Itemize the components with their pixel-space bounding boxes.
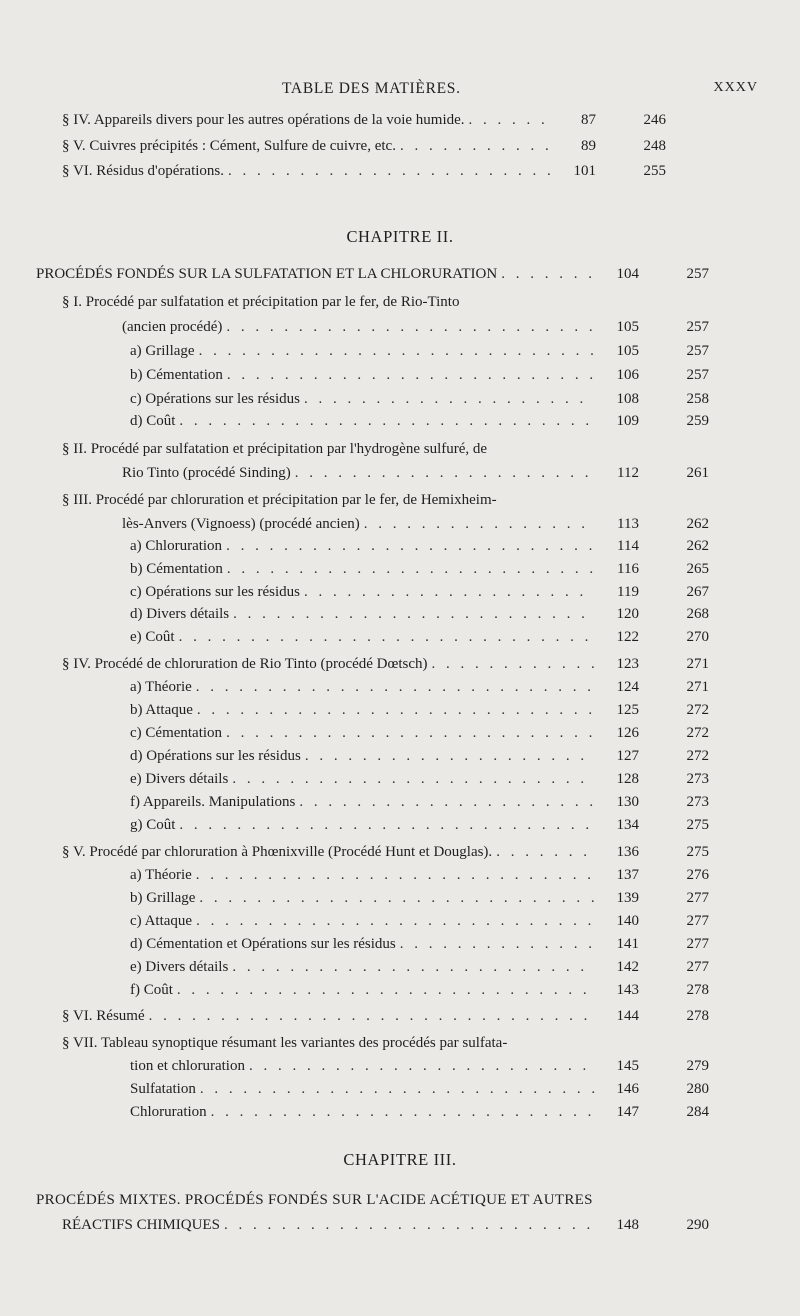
page-number: XXXV [713, 80, 758, 95]
leader-dots [227, 367, 595, 384]
toc-entry-text: (ancien procédé) [122, 319, 223, 335]
page-ref-1: 122 [616, 629, 639, 645]
toc-entry-text: d) Opérations sur les résidus [130, 748, 301, 764]
page-ref-1: 126 [616, 725, 639, 741]
toc-entry-text: e) Divers détails [130, 959, 229, 975]
toc-subentry [130, 1081, 709, 1101]
chapter-heading-entry [36, 266, 709, 286]
page-ref-1: 136 [616, 844, 639, 860]
toc-entry-text: a) Théorie [130, 867, 192, 883]
leader-dots [400, 138, 552, 155]
page-ref-1: 137 [616, 867, 639, 883]
page-ref-2: 271 [686, 679, 709, 695]
page-ref-2: 255 [643, 163, 666, 179]
leader-dots [432, 656, 596, 673]
toc-entry-text: tion et chloruration [130, 1058, 245, 1074]
page-ref-2: 273 [686, 771, 709, 787]
page-ref-1: 104 [616, 266, 639, 282]
page-ref-1: 109 [616, 413, 639, 429]
toc-entry-text: a) Chloruration [130, 538, 223, 554]
section-title-line: § II. Procédé par sulfatation et précipitation par l'hydrogène sulfuré, de [62, 441, 488, 457]
page-ref-1: 145 [616, 1058, 639, 1074]
toc-subentry [130, 1104, 709, 1124]
leader-dots [224, 1217, 595, 1234]
leader-dots [227, 561, 595, 578]
leader-dots [400, 936, 595, 953]
leader-dots [469, 112, 552, 129]
toc-entry [122, 516, 709, 536]
page-ref-1: 142 [616, 959, 639, 975]
page-ref-2: 248 [643, 138, 666, 154]
chapter-title: CHAPITRE III. [343, 1150, 457, 1169]
toc-subentry [130, 748, 709, 768]
leader-dots [501, 266, 595, 283]
page-ref-1: 108 [616, 391, 639, 407]
leader-dots [249, 1058, 595, 1075]
section-title-line: § I. Procédé par sulfatation et précipitation par le fer, de Rio-Tinto [62, 294, 460, 310]
page-ref-2: 272 [686, 702, 709, 718]
toc-entry [62, 112, 666, 132]
toc-entry-text: Sulfatation [130, 1081, 196, 1097]
leader-dots [364, 516, 595, 533]
toc-entry [62, 844, 709, 864]
leader-dots [305, 748, 595, 765]
page-ref-1: 143 [616, 982, 639, 998]
leader-dots [177, 982, 595, 999]
page-ref-1: 140 [616, 913, 639, 929]
toc-entry-text: e) Divers détails [130, 771, 229, 787]
section-title-line: § III. Procédé par chloruration et précipitation par le fer, de Hemixheim- [62, 492, 497, 508]
page-ref-1: 106 [616, 367, 639, 383]
leader-dots [226, 725, 595, 742]
page-ref-1: 101 [573, 163, 596, 179]
toc-entry-text: d) Coût [130, 413, 176, 429]
leader-dots [233, 606, 595, 623]
page-ref-2: 259 [686, 413, 709, 429]
leader-dots [232, 771, 595, 788]
toc-subentry [130, 890, 709, 910]
toc-entry-text: a) Théorie [130, 679, 192, 695]
page-ref-1: 125 [616, 702, 639, 718]
page-ref-1: 120 [616, 606, 639, 622]
page-ref-1: 124 [616, 679, 639, 695]
toc-entry-text: § IV. Appareils divers pour les autres opérations de la voie humide. [62, 112, 465, 128]
leader-dots [179, 629, 595, 646]
page-ref-2: 277 [686, 890, 709, 906]
leader-dots [228, 163, 552, 180]
toc-entry-text: c) Opérations sur les résidus [130, 584, 300, 600]
toc-subentry [130, 771, 709, 791]
leader-dots [299, 794, 595, 811]
page-ref-2: 257 [686, 343, 709, 359]
chapter-title: CHAPITRE II. [346, 227, 454, 246]
toc-entry-text: Rio Tinto (procédé Sinding) [122, 465, 291, 481]
toc-entry-text: c) Cémentation [130, 725, 223, 741]
toc-entry-text: § VI. Résumé [62, 1008, 145, 1024]
toc-subentry [130, 982, 709, 1002]
page-ref-1: 130 [616, 794, 639, 810]
leader-dots [179, 413, 595, 430]
leader-dots [226, 538, 595, 555]
page-ref-2: 267 [686, 584, 709, 600]
toc-entry-text: d) Divers détails [130, 606, 230, 622]
toc-entry-text: d) Cémentation et Opérations sur les résidus [130, 936, 396, 952]
leader-dots [199, 343, 595, 360]
toc-entry [130, 1058, 709, 1078]
toc-subentry [130, 794, 709, 814]
toc-entry [62, 163, 666, 183]
toc-subentry [130, 561, 709, 581]
page-ref-2: 257 [686, 266, 709, 282]
toc-entry-text: a) Grillage [130, 343, 195, 359]
page-ref-1: 141 [616, 936, 639, 952]
toc-entry-text: Chloruration [130, 1104, 207, 1120]
running-header-title: TABLE DES MATIÈRES. [282, 80, 461, 97]
page-ref-1: 147 [616, 1104, 639, 1120]
page-ref-2: 270 [686, 629, 709, 645]
page-ref-2: 262 [686, 516, 709, 532]
toc-entry-text: b) Cémentation [130, 367, 223, 383]
leader-dots [496, 844, 595, 861]
page-ref-2: 273 [686, 794, 709, 810]
page-ref-2: 272 [686, 725, 709, 741]
toc-entry [62, 1008, 709, 1028]
leader-dots [196, 679, 595, 696]
toc-entry-text: f) Coût [130, 982, 173, 998]
page-ref-2: 262 [686, 538, 709, 554]
page-ref-2: 275 [686, 844, 709, 860]
toc-entry-text: § V. Cuivres précipités : Cément, Sulfure de cuivre, etc. [62, 138, 396, 154]
page-ref-2: 277 [686, 913, 709, 929]
leader-dots [304, 584, 595, 601]
toc-entry [122, 319, 709, 339]
toc-subentry [130, 538, 709, 558]
leader-dots [197, 702, 595, 719]
toc-subentry [130, 629, 709, 649]
leader-dots [196, 867, 595, 884]
page-ref-2: 277 [686, 959, 709, 975]
toc-entry-text: c) Attaque [130, 913, 193, 929]
toc-entry [62, 656, 709, 676]
page-ref-1: 146 [616, 1081, 639, 1097]
page-ref-1: 113 [617, 516, 639, 532]
chapter-heading: PROCÉDÉS FONDÉS SUR LA SULFATATION ET LA CHLORURATION [36, 266, 498, 282]
page-ref-1: 134 [616, 817, 639, 833]
page-ref-2: 275 [686, 817, 709, 833]
page-ref-1: 128 [616, 771, 639, 787]
page-ref-2: 279 [686, 1058, 709, 1074]
page-ref-2: 258 [686, 391, 709, 407]
page-ref-2: 271 [686, 656, 709, 672]
leader-dots [179, 817, 595, 834]
leader-dots [149, 1008, 595, 1025]
page-ref-1: 87 [581, 112, 596, 128]
page-ref-1: 105 [616, 319, 639, 335]
toc-subentry [130, 343, 709, 363]
toc-entry-text: b) Grillage [130, 890, 196, 906]
toc-entry-text: b) Cémentation [130, 561, 223, 577]
leader-dots [226, 319, 595, 336]
page-ref-1: 127 [616, 748, 639, 764]
page-ref-2: 268 [686, 606, 709, 622]
toc-entry-text: f) Appareils. Manipulations [130, 794, 296, 810]
page-ref-2: 277 [686, 936, 709, 952]
toc-entry [62, 138, 666, 158]
toc-entry-text: g) Coût [130, 817, 176, 833]
toc-entry-text: e) Coût [130, 629, 175, 645]
toc-subentry [130, 606, 709, 626]
page-ref-2: 284 [686, 1104, 709, 1120]
page-ref-1: 148 [616, 1217, 639, 1233]
toc-entry [122, 465, 709, 485]
page-ref-1: 105 [616, 343, 639, 359]
page-ref-2: 290 [686, 1217, 709, 1233]
toc-subentry [130, 367, 709, 387]
page-ref-2: 257 [686, 367, 709, 383]
page-ref-1: 139 [616, 890, 639, 906]
page-ref-2: 276 [686, 867, 709, 883]
leader-dots [200, 1081, 595, 1098]
leader-dots [304, 391, 595, 408]
page-ref-1: 89 [581, 138, 596, 154]
chapter-heading-line: PROCÉDÉS MIXTES. PROCÉDÉS FONDÉS SUR L'ACIDE ACÉTIQUE ET AUTRES [36, 1192, 593, 1208]
toc-subentry [130, 817, 709, 837]
toc-entry-text: § IV. Procédé de chloruration de Rio Tinto (procédé Dœtsch) [62, 656, 428, 672]
toc-subentry [130, 702, 709, 722]
toc-subentry [130, 413, 709, 433]
section-title-line: § VII. Tableau synoptique résumant les variantes des procédés par sulfata- [62, 1035, 508, 1051]
leader-dots [199, 890, 595, 907]
toc-entry-text: § VI. Résidus d'opérations. [62, 163, 224, 179]
page-ref-2: 278 [686, 982, 709, 998]
page-ref-2: 261 [686, 465, 709, 481]
page-ref-1: 123 [616, 656, 639, 672]
toc-subentry [130, 584, 709, 604]
toc-entry-text: c) Opérations sur les résidus [130, 391, 300, 407]
toc-entry-text: § V. Procédé par chloruration à Phœnixville (Procédé Hunt et Douglas). [62, 844, 493, 860]
page-ref-2: 246 [643, 112, 666, 128]
toc-subentry [130, 867, 709, 887]
page-ref-1: 116 [617, 561, 639, 577]
toc-entry-text: b) Attaque [130, 702, 193, 718]
leader-dots [196, 913, 595, 930]
chapter-heading: RÉACTIFS CHIMIQUES [62, 1217, 220, 1233]
chapter-heading-entry [62, 1217, 709, 1237]
leader-dots [232, 959, 595, 976]
page-ref-2: 257 [686, 319, 709, 335]
page-ref-2: 265 [686, 561, 709, 577]
leader-dots [211, 1104, 595, 1121]
toc-entry-text: lès-Anvers (Vignoess) (procédé ancien) [122, 516, 360, 532]
page-ref-2: 280 [686, 1081, 709, 1097]
page-ref-1: 112 [617, 465, 639, 481]
toc-subentry [130, 936, 709, 956]
toc-subentry [130, 679, 709, 699]
toc-subentry [130, 959, 709, 979]
toc-subentry [130, 725, 709, 745]
leader-dots [295, 465, 595, 482]
toc-subentry [130, 391, 709, 411]
page-ref-2: 278 [686, 1008, 709, 1024]
page-ref-1: 119 [617, 584, 639, 600]
toc-subentry [130, 913, 709, 933]
page-ref-2: 272 [686, 748, 709, 764]
page-ref-1: 114 [617, 538, 639, 554]
page-ref-1: 144 [616, 1008, 639, 1024]
